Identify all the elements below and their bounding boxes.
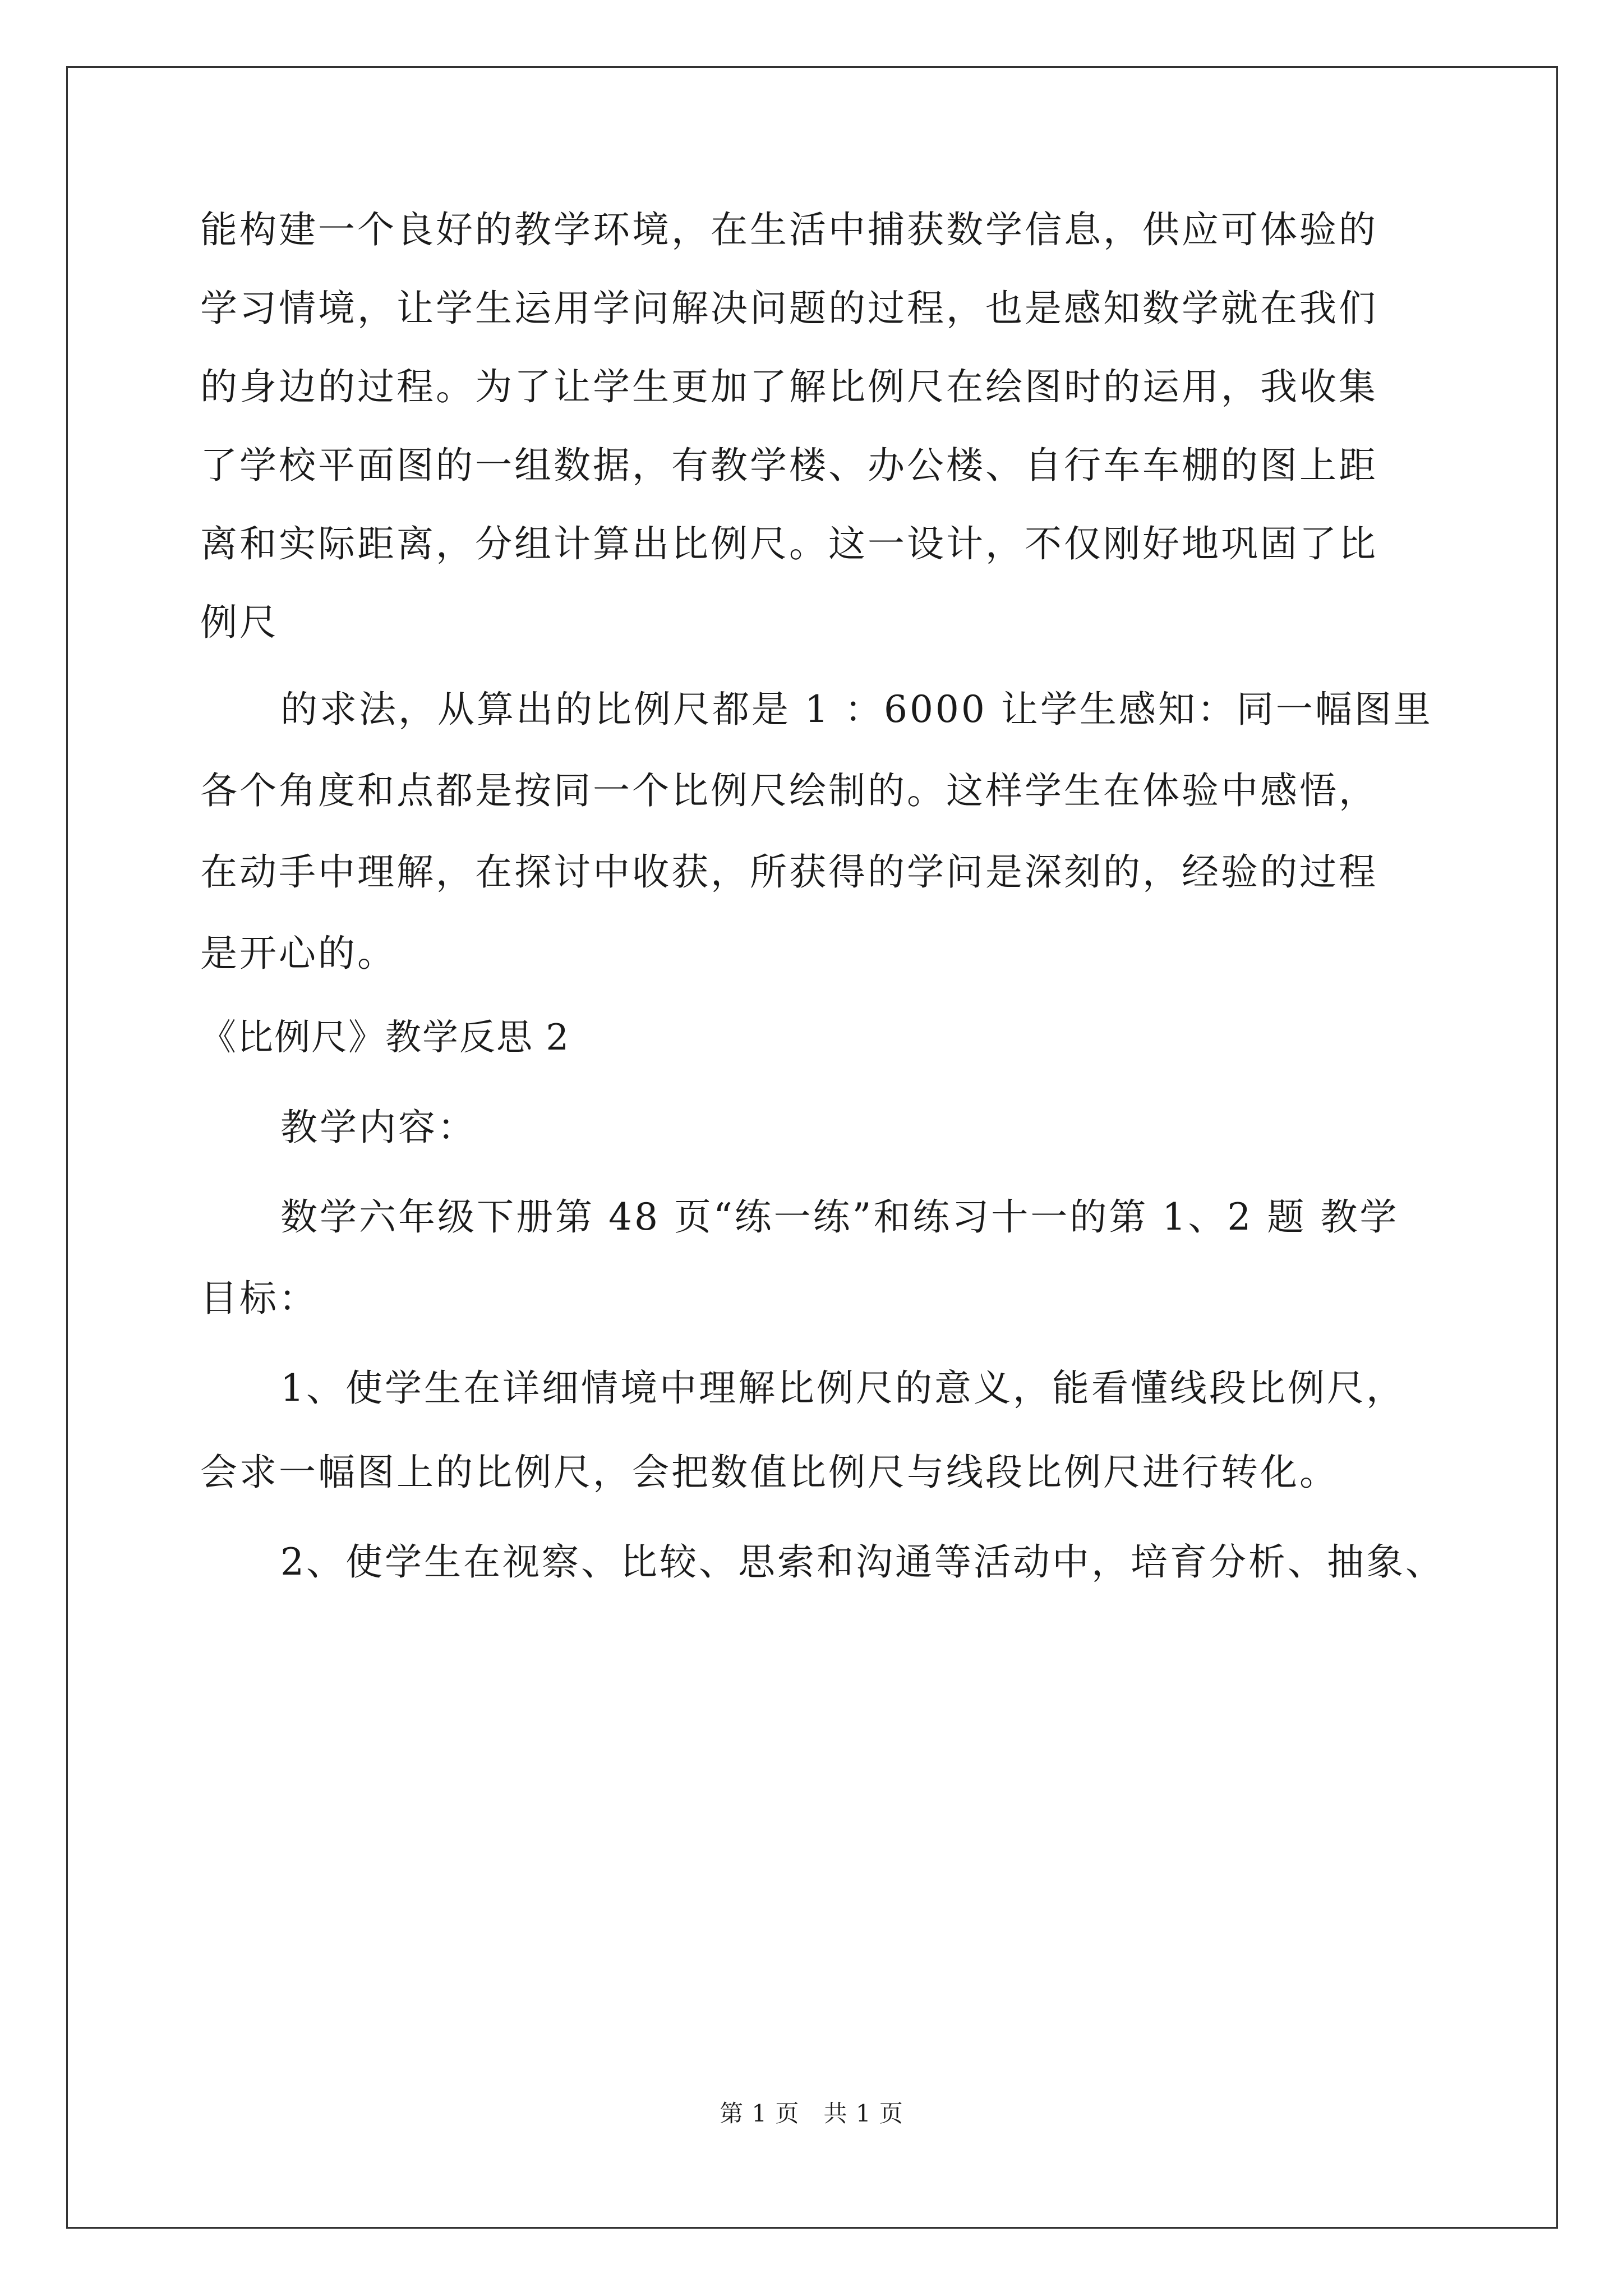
- goal-2-line: 2、使学生在视察、比较、思索和沟通等活动中，培育分析、抽象、: [280, 1540, 1445, 1584]
- text-line: 了学校平面图的一组数据，有教学楼、办公楼、自行车车棚的图上距: [200, 444, 1378, 487]
- text-line: 离和实际距离，分组计算出比例尺。这一设计，不仅刚好地巩固了比: [200, 522, 1378, 565]
- text-line: 学习情境，让学生运用学问解决问题的过程，也是感知数学就在我们: [200, 287, 1378, 330]
- goal-1-line: 1、使学生在详细情境中理解比例尺的意义，能看懂线段比例尺，: [280, 1366, 1405, 1410]
- text-line: 各个角度和点都是按同一个比例尺绘制的。这样学生在体验中感悟，: [200, 769, 1378, 812]
- text-line: 目标：: [200, 1277, 318, 1320]
- text-line: 的求法，从算出的比例尺都是 1 ：6000 让学生感知：同一幅图里: [280, 688, 1433, 731]
- content-label: 教学内容：: [280, 1106, 477, 1149]
- page-footer: 第 1 页 共 1 页: [720, 2100, 903, 2127]
- text-line: 例尺: [200, 601, 279, 644]
- text-line: 在动手中理解，在探讨中收获，所获得的学问是深刻的，经验的过程: [200, 850, 1378, 894]
- text-line: 数学六年级下册第 48 页“练一练”和练习十一的第 1、2 题 教学: [280, 1195, 1399, 1239]
- text-line: 的身边的过程。为了让学生更加了解比例尺在绘图时的运用，我收集: [200, 365, 1378, 408]
- goal-1-line: 会求一幅图上的比例尺，会把数值比例尺与线段比例尺进行转化。: [200, 1451, 1339, 1494]
- section-heading: 《比例尺》教学反思 2: [200, 1017, 570, 1059]
- text-line: 是开心的。: [200, 932, 396, 975]
- text-line: 能构建一个良好的教学环境，在生活中捕获数学信息，供应可体验的: [200, 208, 1378, 251]
